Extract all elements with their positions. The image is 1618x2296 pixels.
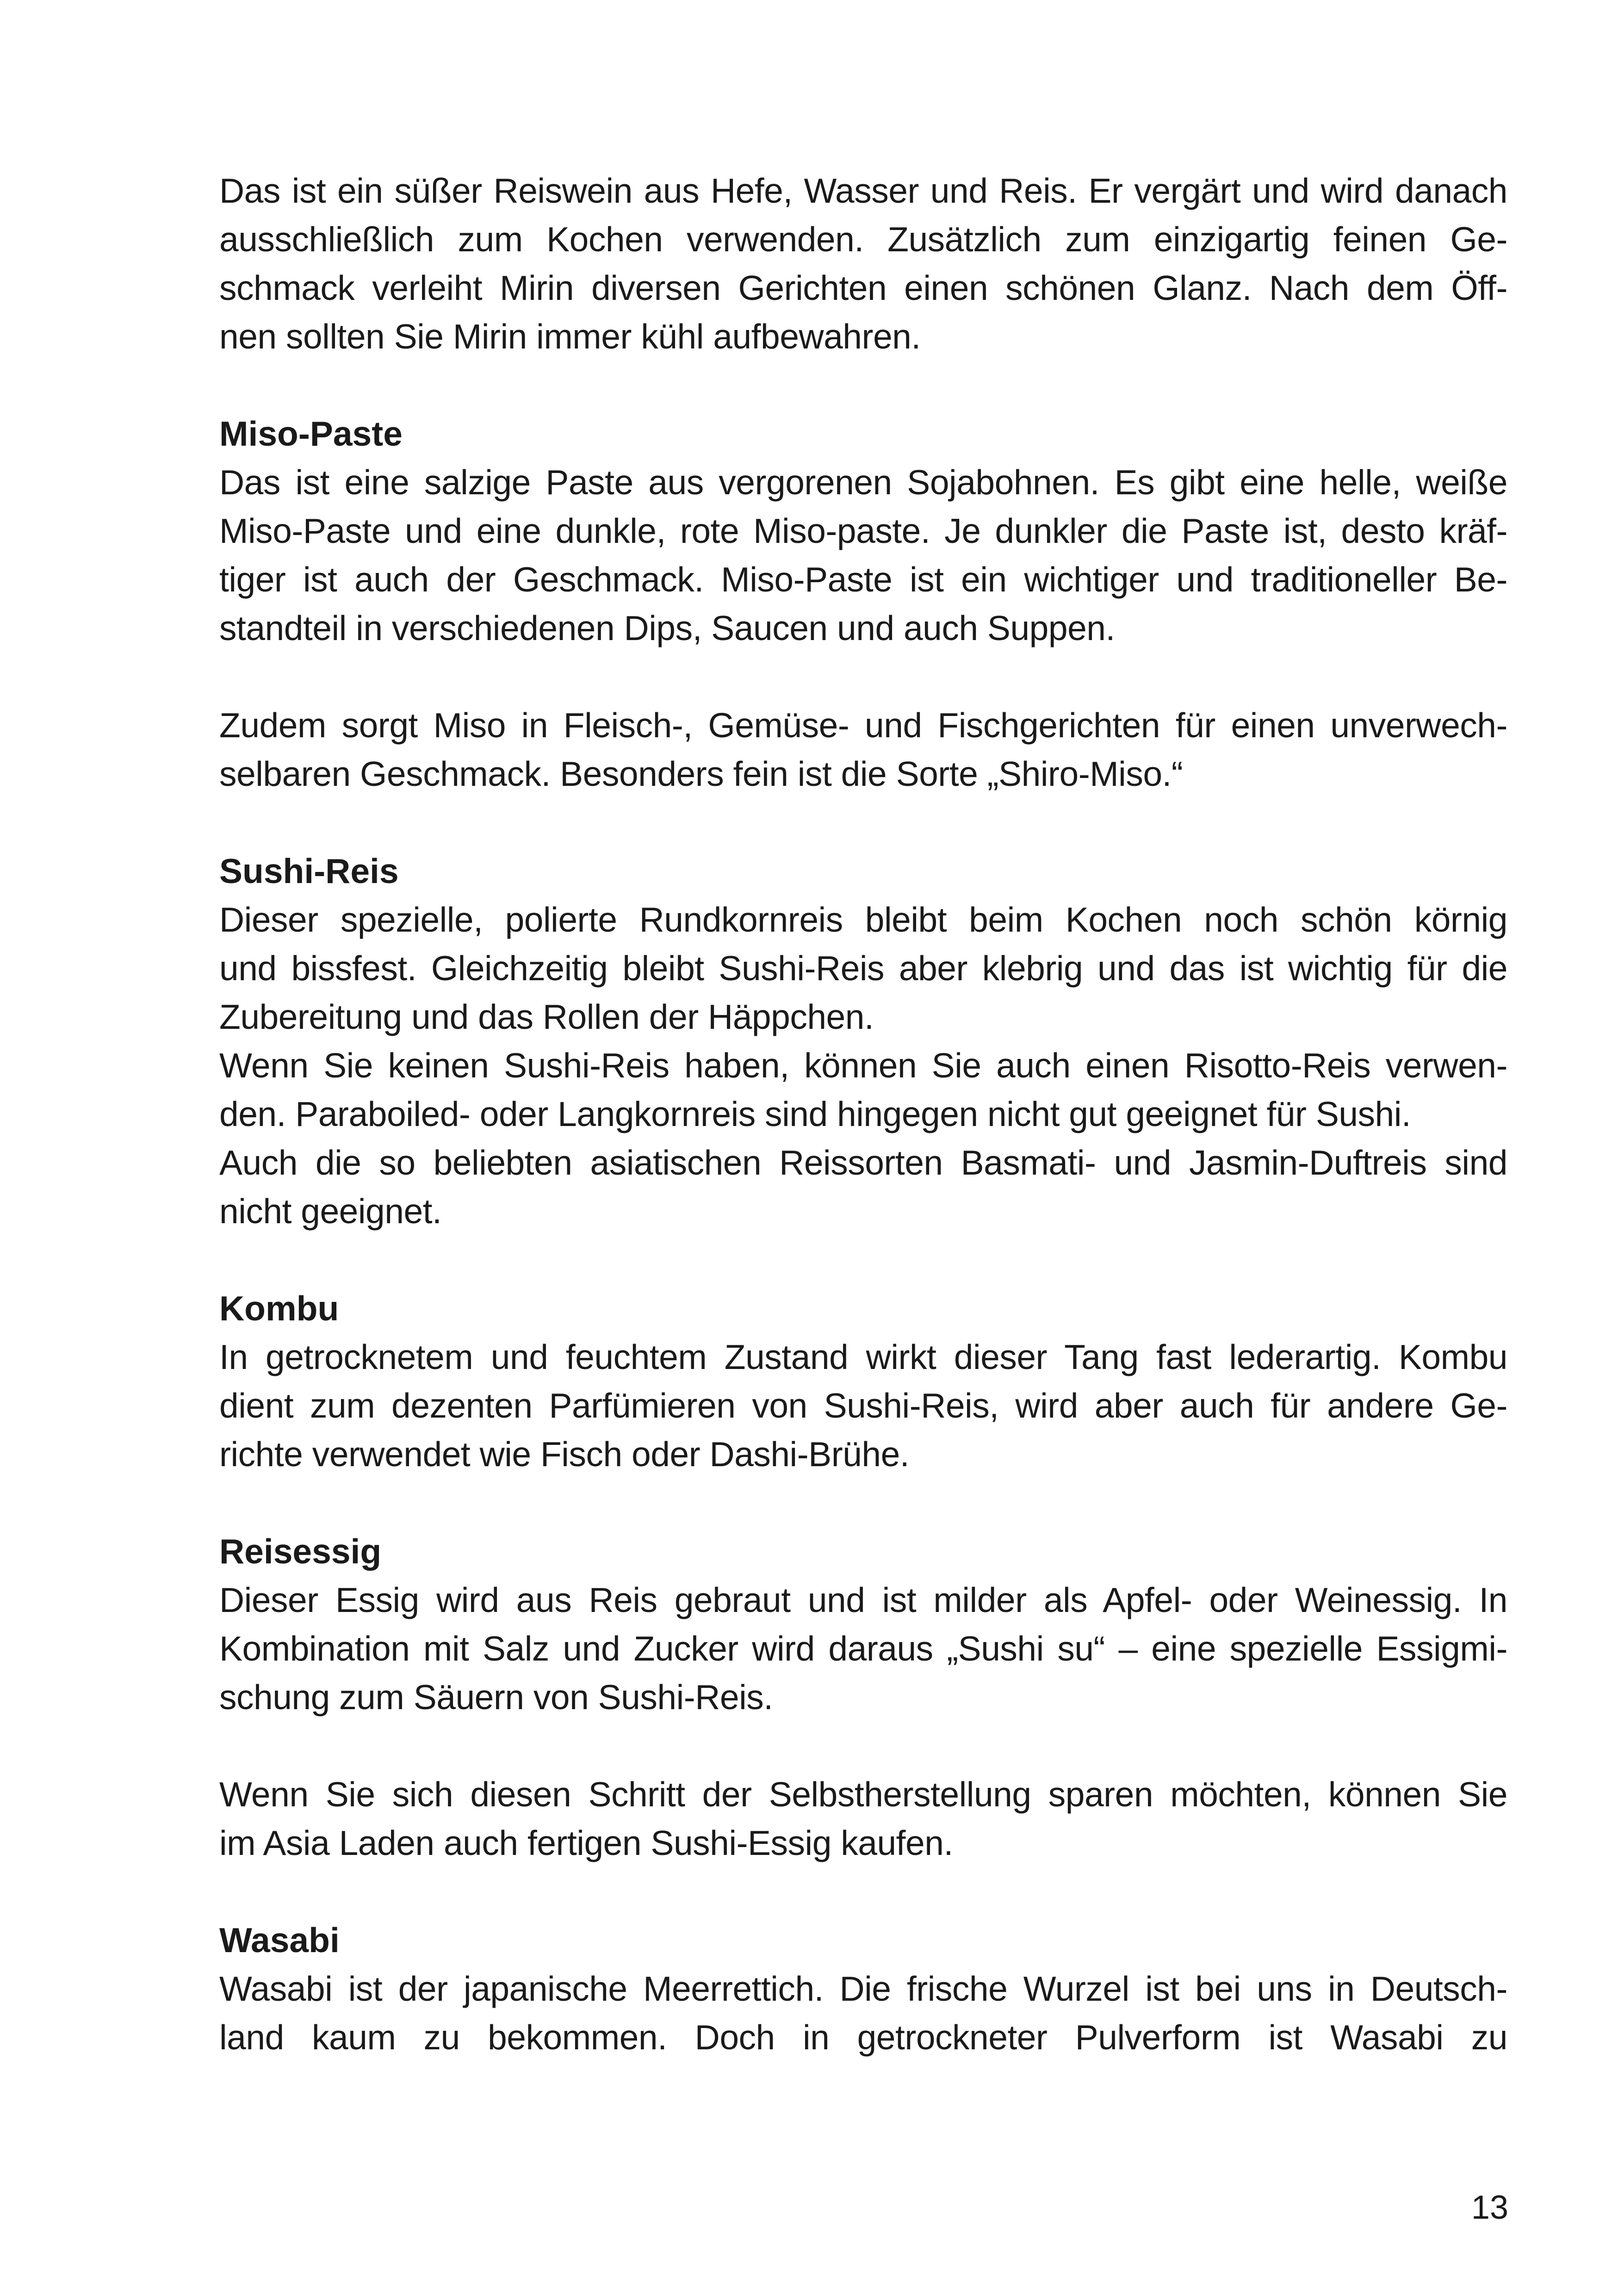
text-line: den. Paraboiled- oder Langkornreis sind hingegen nicht gut geeignet für Sushi.	[219, 1095, 1411, 1133]
section-reisessig	[219, 1527, 1507, 1867]
text-line: Dieser spezielle, polierte Rundkornreis bleibt beim Kochen noch schön körnig	[219, 900, 1507, 939]
page-number: 13	[1471, 2189, 1508, 2226]
text-line: dient zum dezenten Parfümieren von Sushi-Reis, wird aber auch für andere Ge-	[219, 1386, 1507, 1425]
text-line: Zubereitung und das Rollen der Häppchen.	[219, 997, 874, 1036]
section-kombu	[219, 1284, 1507, 1479]
text-line: schung zum Säuern von Sushi-Reis.	[219, 1678, 773, 1717]
section-heading: Kombu	[219, 1289, 339, 1328]
text-line: und bissfest. Gleichzeitig bleibt Sushi-Reis aber klebrig und das ist wichtig für die	[219, 949, 1507, 988]
text-line: im Asia Laden auch fertigen Sushi-Essig kaufen.	[219, 1823, 953, 1862]
section-heading: Wasabi	[219, 1921, 340, 1960]
text-line: Das ist eine salzige Paste aus vergorenen Sojabohnen. Es gibt eine helle, weiße	[219, 463, 1507, 502]
text-line: Auch die so beliebten asiatischen Reissorten Basmati- und Jasmin-Duftreis sind	[219, 1143, 1507, 1182]
text-line: land kaum zu bekommen. Doch in getrockneter Pulverform ist Wasabi zu	[219, 2018, 1507, 2057]
section-heading: Miso-Paste	[219, 414, 403, 453]
text-line: richte verwendet wie Fisch oder Dashi-Brühe.	[219, 1435, 910, 1474]
page-content	[219, 167, 1507, 2062]
text-line: ausschließlich zum Kochen verwenden. Zusätzlich zum einzigartig feinen Ge-	[219, 220, 1507, 259]
section-miso	[219, 410, 1507, 798]
text-line: Zudem sorgt Miso in Fleisch-, Gemüse- und Fischgerichten für einen unverwech-	[219, 706, 1507, 745]
text-line: Miso-Paste und eine dunkle, rote Miso-paste. Je dunkler die Paste ist, desto kräf-	[219, 511, 1507, 550]
text-line: Wenn Sie sich diesen Schritt der Selbstherstellung sparen möchten, können Sie	[219, 1775, 1507, 1814]
section-wasabi	[219, 1916, 1507, 2062]
text-line: Wenn Sie keinen Sushi-Reis haben, können Sie auch einen Risotto-Reis verwen-	[219, 1046, 1507, 1085]
text-line: nen sollten Sie Mirin immer kühl aufbewahren.	[219, 317, 921, 356]
text-line: standteil in verschiedenen Dips, Saucen und auch Suppen.	[219, 609, 1115, 647]
text-line: nicht geeignet.	[219, 1192, 442, 1231]
text-line: Wasabi ist der japanische Meerrettich. Die frische Wurzel ist bei uns in Deutsch-	[219, 1969, 1507, 2008]
text-line: Dieser Essig wird aus Reis gebraut und ist milder als Apfel- oder Weinessig. In	[219, 1580, 1507, 1619]
text-line: selbaren Geschmack. Besonders fein ist die Sorte „Shiro-Miso.“	[219, 754, 1183, 793]
text-line: schmack verleiht Mirin diversen Gerichten einen schönen Glanz. Nach dem Öff-	[219, 268, 1507, 307]
text-line: In getrocknetem und feuchtem Zustand wirkt dieser Tang fast lederartig. Kombu	[219, 1338, 1507, 1376]
text-line: Kombination mit Salz und Zucker wird daraus „Sushi su“ – eine spezielle Essigmi-	[219, 1629, 1507, 1668]
section-sushi-reis	[219, 847, 1507, 1236]
section-heading: Sushi-Reis	[219, 852, 399, 890]
section-heading: Reisessig	[219, 1532, 382, 1571]
intro-paragraph	[219, 167, 1507, 361]
text-line: tiger ist auch der Geschmack. Miso-Paste ist ein wichtiger und traditioneller Be-	[219, 560, 1507, 599]
text-line: Das ist ein süßer Reiswein aus Hefe, Wasser und Reis. Er vergärt und wird danach	[219, 171, 1507, 210]
